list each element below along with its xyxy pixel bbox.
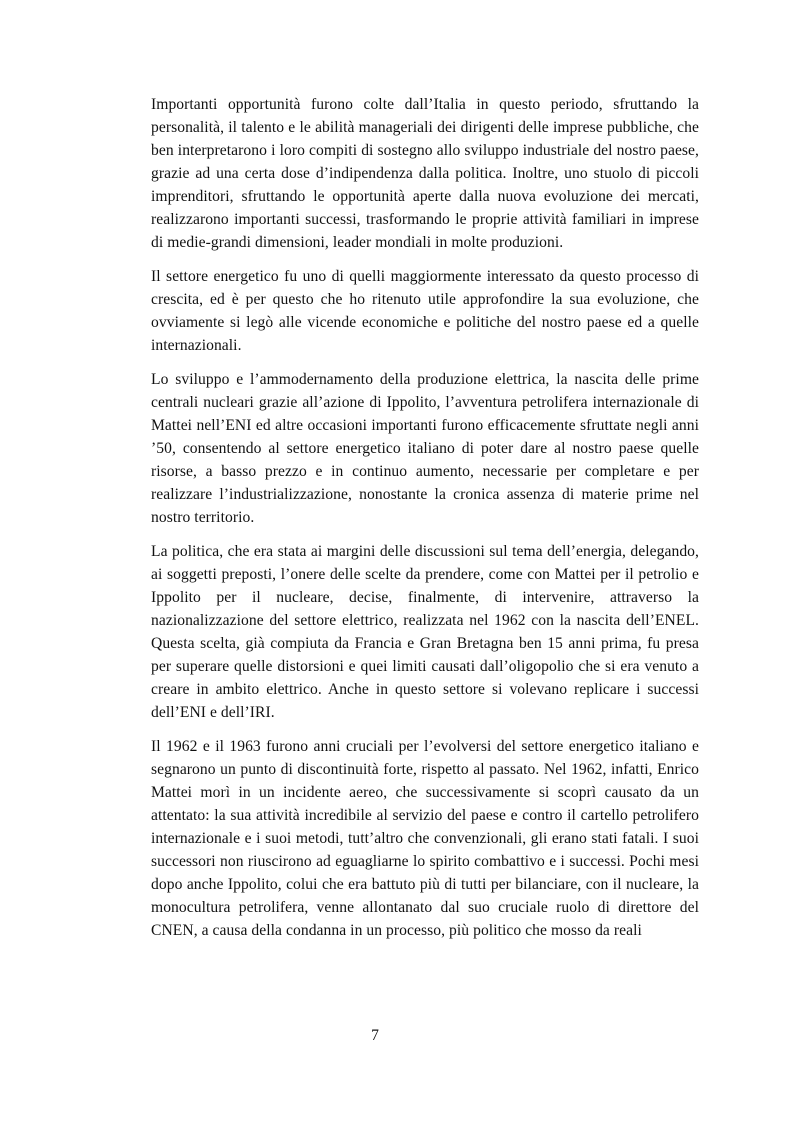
page-number: 7 (371, 1027, 379, 1044)
paragraph-5: Il 1962 e il 1963 furono anni cruciali per l’evolversi del settore energetico italiano e segnarono un punto di discontinuità forte, rispetto al passato. Nel 1962, infatti, Enrico Mattei morì in un incidente aereo, che successivamente si scoprì causato da un attentato: la sua attività incredibile al servizio del paese e contro il cartello petrolifero internazionale e i suoi metodi, tutt’altro che convenzionali, gli erano stati fatali. I suoi successori non riuscirono ad eguagliarne lo spirito combattivo e i successi. Pochi mesi dopo anche Ippolito, colui che era battuto più di tutti per bilanciare, con il nucleare, la monocultura petrolifera, venne allontanato dal suo cruciale ruolo di direttore del CNEN, a causa della condanna in un processo, più politico che mosso da reali (151, 738, 699, 939)
body-text (151, 93, 699, 953)
paragraph-3: Lo sviluppo e l’ammodernamento della produzione elettrica, la nascita delle prime centrali nucleari grazie all’azione di Ippolito, l’avventura petrolifera internazionale di Mattei nell’ENI ed altre occasioni importanti furono efficacemente sfruttate negli anni ’50, consentendo al settore energetico italiano di poter dare al nostro paese quelle risorse, a basso prezzo e in continuo aumento, necessarie per completare e per realizzare l’industrializzazione, nonostante la cronica assenza di materie prime nel nostro territorio. (151, 371, 699, 526)
paragraph-1: Importanti opportunità furono colte dall’Italia in questo periodo, sfruttando la personalità, il talento e le abilità manageriali dei dirigenti delle imprese pubbliche, che ben interpretarono i loro compiti di sostegno allo sviluppo industriale del nostro paese, grazie ad una certa dose d’indipendenza dalla politica. Inoltre, uno stuolo di piccoli imprenditori, sfruttando le opportunità aperte dalla nuova evoluzione dei mercati, realizzarono importanti successi, trasformando le proprie attività familiari in imprese di medie-grandi dimensioni, leader mondiali in molte produzioni. (151, 96, 699, 251)
paragraph-4: La politica, che era stata ai margini delle discussioni sul tema dell’energia, delegando, ai soggetti preposti, l’onere delle scelte da prendere, come con Mattei per il petrolio e Ippolito per il nucleare, decise, finalmente, di intervenire, attraverso la nazionalizzazione del settore elettrico, realizzata nel 1962 con la nascita dell’ENEL. Questa scelta, già compiuta da Francia e Gran Bretagna ben 15 anni prima, fu presa per superare quelle distorsioni e quei limiti causati dall’oligopolio che si era venuto a creare in ambito elettrico. Anche in questo settore si volevano replicare i successi dell’ENI e dell’IRI. (151, 543, 699, 721)
paragraph-2: Il settore energetico fu uno di quelli maggiormente interessato da questo processo di crescita, ed è per questo che ho ritenuto utile approfondire la sua evoluzione, che ovviamente si legò alle vicende economiche e politiche del nostro paese ed a quelle internazionali. (151, 268, 699, 354)
